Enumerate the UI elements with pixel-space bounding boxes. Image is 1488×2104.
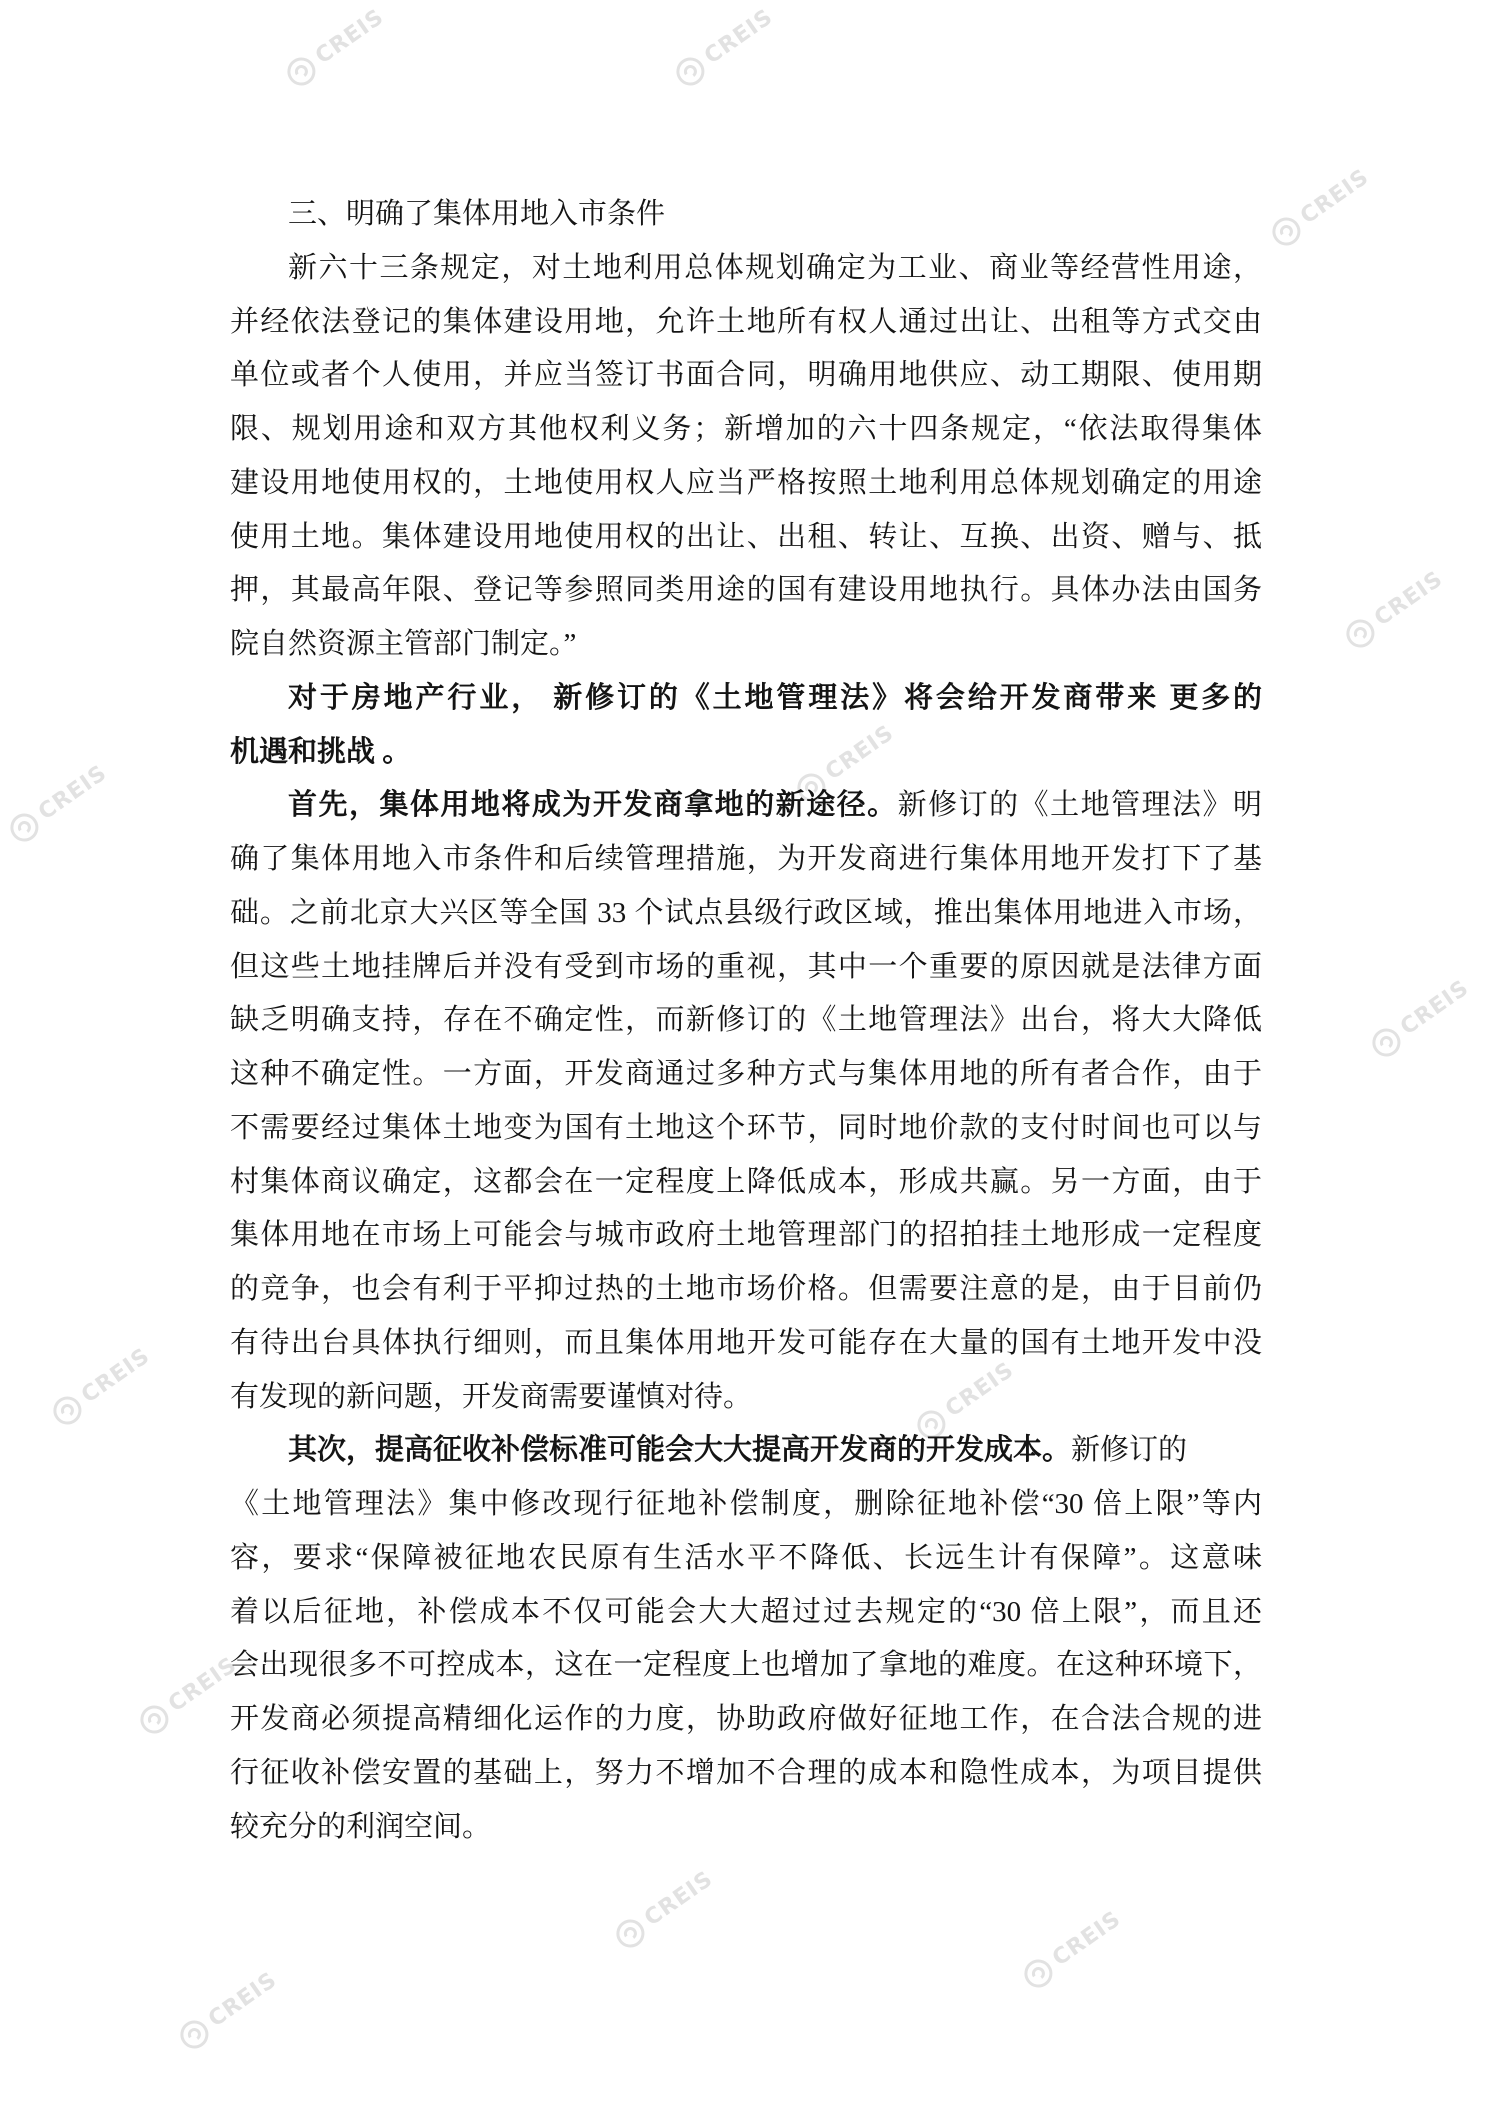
text-line: 建设用地使用权的，土地使用权人应当严格按照土地利用总体规划确定的用途: [230, 466, 1262, 499]
text-line: 《土地管理法》集中修改现行征地补偿制度，删除征地补偿“30 倍上限”等内: [230, 1488, 1262, 1520]
text-line: 容，要求“保障被征地农民原有生活水平不降低、长远生计有保障”。这意味: [230, 1541, 1262, 1574]
watermark-text: CREIS: [164, 1652, 242, 1718]
watermark: [1364, 972, 1476, 1066]
text-segment: 新修订的《土地管理法》明: [897, 789, 1262, 822]
creis-logo-icon: [134, 1699, 176, 1741]
watermark: [45, 1340, 157, 1434]
text-line: 较充分的利润空间。: [230, 1810, 492, 1843]
watermark-text: CREIS: [204, 1967, 282, 2033]
paragraph-1: [230, 242, 1262, 672]
watermark-text: CREIS: [1296, 164, 1374, 230]
watermark-text: CREIS: [77, 1343, 155, 1409]
watermark-text: CREIS: [1396, 975, 1474, 1041]
watermark: [172, 1964, 284, 2058]
text-line: 限、规划用途和双方其他权利义务；新增加的六十四条规定，“依法取得集体: [230, 413, 1262, 445]
text-line: 缺乏明确支持，存在不确定性，而新修订的《土地管理法》出台，将大大降低: [230, 1004, 1262, 1037]
text-line: [230, 1424, 1262, 1478]
text-line: 确了集体用地入市条件和后续管理措施，为开发商进行集体用地开发打下了基: [230, 843, 1262, 875]
section-heading: 三、明确了集体用地入市条件: [288, 198, 666, 230]
watermark: [608, 1863, 720, 1957]
watermark: [132, 1649, 244, 1743]
watermark-text: CREIS: [1370, 566, 1448, 632]
text-line: 行征收补偿安置的基础上，努力不增加不合理的成本和隐性成本，为项目提供: [230, 1756, 1262, 1789]
watermark-text: CREIS: [941, 1357, 1019, 1423]
text-line: 的竞争，也会有利于平抑过热的土地市场价格。但需要注意的是，由于目前仍: [230, 1273, 1262, 1305]
text-line: 着以后征地，补偿成本不仅可能会大大超过过去规定的“30 倍上限”，而且还: [230, 1595, 1262, 1628]
watermark: [2, 757, 114, 851]
lead-sentence: 其次，提高征收补偿标准可能会大大提高开发商的开发成本。: [288, 1434, 1072, 1467]
creis-logo-icon: [281, 51, 323, 93]
paragraph-2: [230, 672, 1262, 780]
lead-sentence: 首先，集体用地将成为开发商拿地的新途径。: [288, 789, 898, 822]
creis-logo-icon: [47, 1390, 89, 1432]
text-line: 押，其最高年限、登记等参照同类用途的国有建设用地执行。具体办法由国务: [230, 574, 1262, 607]
text-line: 并经依法登记的集体建设用地，允许土地所有权人通过出让、出租等方式交由: [230, 305, 1262, 338]
creis-logo-icon: [174, 2014, 216, 2056]
text-line: 院自然资源主管部门制定。”: [230, 628, 577, 660]
paragraph-3: [230, 779, 1262, 1424]
creis-logo-icon: [1018, 1953, 1060, 1995]
creis-logo-icon: [610, 1913, 652, 1955]
text-line: 新六十三条规定，对土地利用总体规划确定为工业、商业等经营性用途，: [288, 251, 1262, 284]
text-line: 会出现很多不可控成本，这在一定程度上也增加了拿地的难度。在这种环境下，: [230, 1649, 1262, 1682]
watermark: [279, 1, 391, 95]
watermark: [1338, 563, 1450, 657]
text-line: 有待出台具体执行细则，而且集体用地开发可能存在大量的国有土地开发中没: [230, 1326, 1262, 1359]
text-line: 不需要经过集体土地变为国有土地这个环节，同时地价款的支付时间也可以与: [230, 1111, 1262, 1144]
text-line: 开发商必须提高精细化运作的力度，协助政府做好征地工作，在合法合规的进: [230, 1703, 1262, 1735]
paragraph-4: [230, 1424, 1262, 1854]
watermark: [1016, 1903, 1128, 1997]
text-line: 机遇和挑战 。: [230, 735, 412, 768]
text-line: 单位或者个人使用，并应当签订书面合同，明确用地供应、动工期限、使用期: [230, 359, 1262, 392]
creis-logo-icon: [1340, 613, 1382, 655]
watermark-text: CREIS: [311, 4, 389, 70]
text-line: 但这些土地挂牌后并没有受到市场的重视，其中一个重要的原因就是法律方面: [230, 950, 1262, 983]
creis-logo-icon: [4, 807, 46, 849]
watermark-text: CREIS: [640, 1866, 718, 1932]
text-line: 集体用地在市场上可能会与城市政府土地管理部门的招拍挂土地形成一定程度: [230, 1219, 1262, 1252]
text-line: [230, 779, 1262, 833]
text-line: 使用土地。集体建设用地使用权的出让、出租、转让、互换、出资、赠与、抵: [230, 520, 1262, 553]
watermark-text: CREIS: [1048, 1906, 1126, 1972]
text-line: 有发现的新问题，开发商需要谨慎对待。: [230, 1380, 753, 1413]
creis-logo-icon: [1266, 211, 1308, 253]
watermark: [1264, 161, 1376, 255]
text-line: 础。之前北京大兴区等全国 33 个试点县级行政区域，推出集体用地进入市场，: [230, 896, 1262, 929]
text-line: 村集体商议确定，这都会在一定程度上降低成本，形成共赢。另一方面，由于: [230, 1165, 1262, 1198]
document-body: [230, 188, 1262, 1854]
text-line: 对于房地产行业， 新修订的《土地管理法》将会给开发商带来 更多的: [288, 681, 1262, 714]
watermark-text: CREIS: [700, 4, 778, 70]
watermark-text: CREIS: [821, 720, 899, 786]
watermark-text: CREIS: [34, 760, 112, 826]
creis-logo-icon: [1366, 1022, 1408, 1064]
text-segment: 新修订的: [1071, 1434, 1188, 1467]
text-line: 这种不确定性。一方面，开发商通过多种方式与集体用地的所有者合作，由于: [230, 1058, 1262, 1090]
watermark: [668, 1, 780, 95]
creis-logo-icon: [670, 51, 712, 93]
